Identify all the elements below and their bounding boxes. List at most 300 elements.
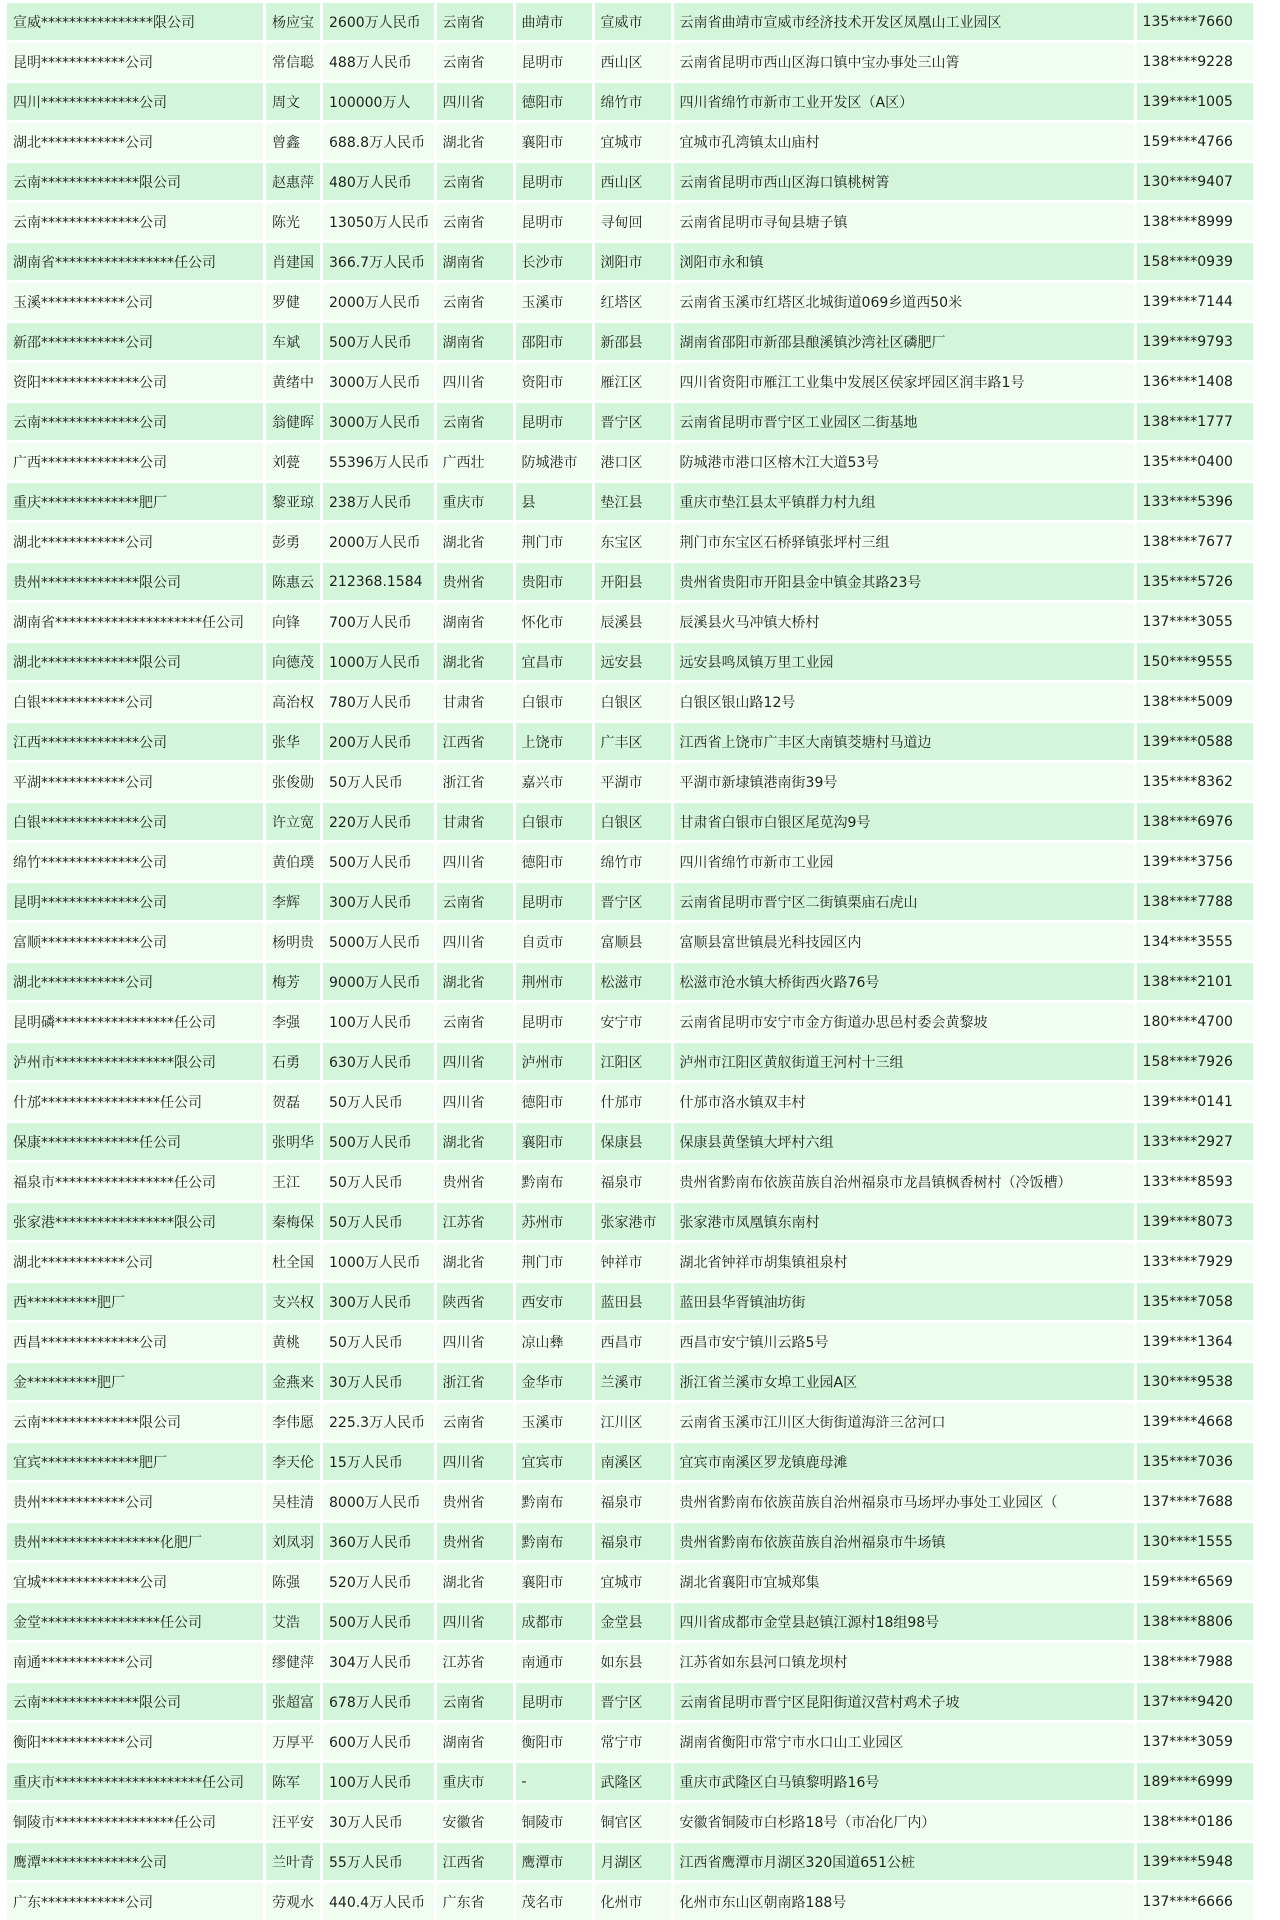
company-name-cell: 广东************公司 bbox=[7, 1883, 263, 1920]
registered-capital-cell: 200万人民币 bbox=[323, 723, 434, 760]
district-cell: 白银区 bbox=[595, 683, 671, 720]
phone-cell: 138****7788 bbox=[1137, 883, 1253, 920]
district-cell: 什邡市 bbox=[595, 1083, 671, 1120]
table-row bbox=[7, 1723, 1253, 1760]
city-cell: 金华市 bbox=[516, 1363, 592, 1400]
legal-rep-cell: 艾浩 bbox=[266, 1603, 320, 1640]
table-row bbox=[7, 643, 1253, 680]
city-cell: - bbox=[516, 1763, 592, 1800]
legal-rep-cell: 周文 bbox=[266, 83, 320, 120]
phone-cell: 138****1777 bbox=[1137, 403, 1253, 440]
company-table-container bbox=[4, 0, 1276, 1920]
address-cell: 四川省绵竹市新市工业园 bbox=[674, 843, 1134, 880]
province-cell: 江苏省 bbox=[437, 1203, 513, 1240]
address-cell: 安徽省铜陵市白杉路18号（市冶化厂内） bbox=[674, 1803, 1134, 1840]
registered-capital-cell: 500万人民币 bbox=[323, 843, 434, 880]
registered-capital-cell: 3000万人民币 bbox=[323, 363, 434, 400]
address-cell: 湖南省衡阳市常宁市水口山工业园区 bbox=[674, 1723, 1134, 1760]
legal-rep-cell: 杜全国 bbox=[266, 1243, 320, 1280]
registered-capital-cell: 366.7万人民币 bbox=[323, 243, 434, 280]
province-cell: 陕西省 bbox=[437, 1283, 513, 1320]
legal-rep-cell: 梅芳 bbox=[266, 963, 320, 1000]
phone-cell: 133****2927 bbox=[1137, 1123, 1253, 1160]
phone-cell: 189****6999 bbox=[1137, 1763, 1253, 1800]
registered-capital-cell: 300万人民币 bbox=[323, 1283, 434, 1320]
province-cell: 贵州省 bbox=[437, 563, 513, 600]
legal-rep-cell: 石勇 bbox=[266, 1043, 320, 1080]
phone-cell: 135****7036 bbox=[1137, 1443, 1253, 1480]
registered-capital-cell: 2000万人民币 bbox=[323, 283, 434, 320]
city-cell: 曲靖市 bbox=[516, 3, 592, 40]
company-name-cell: 衡阳************公司 bbox=[7, 1723, 263, 1760]
company-name-cell: 重庆市*********************任公司 bbox=[7, 1763, 263, 1800]
district-cell: 常宁市 bbox=[595, 1723, 671, 1760]
province-cell: 湖南省 bbox=[437, 243, 513, 280]
registered-capital-cell: 55万人民币 bbox=[323, 1843, 434, 1880]
company-name-cell: 云南**************公司 bbox=[7, 203, 263, 240]
registered-capital-cell: 630万人民币 bbox=[323, 1043, 434, 1080]
phone-cell: 130****1555 bbox=[1137, 1523, 1253, 1560]
table-row bbox=[7, 1243, 1253, 1280]
address-cell: 白银区银山路12号 bbox=[674, 683, 1134, 720]
table-row bbox=[7, 43, 1253, 80]
city-cell: 昆明市 bbox=[516, 43, 592, 80]
legal-rep-cell: 罗健 bbox=[266, 283, 320, 320]
phone-cell: 138****5009 bbox=[1137, 683, 1253, 720]
legal-rep-cell: 黄绪中 bbox=[266, 363, 320, 400]
province-cell: 四川省 bbox=[437, 843, 513, 880]
district-cell: 西山区 bbox=[595, 163, 671, 200]
district-cell: 寻甸回 bbox=[595, 203, 671, 240]
province-cell: 四川省 bbox=[437, 1083, 513, 1120]
province-cell: 浙江省 bbox=[437, 1363, 513, 1400]
city-cell: 嘉兴市 bbox=[516, 763, 592, 800]
address-cell: 重庆市垫江县太平镇群力村九组 bbox=[674, 483, 1134, 520]
address-cell: 宜城市孔湾镇太山庙村 bbox=[674, 123, 1134, 160]
phone-cell: 138****9228 bbox=[1137, 43, 1253, 80]
address-cell: 云南省昆明市晋宁区二街镇栗庙石虎山 bbox=[674, 883, 1134, 920]
district-cell: 化州市 bbox=[595, 1883, 671, 1920]
company-name-cell: 铜陵市*****************任公司 bbox=[7, 1803, 263, 1840]
address-cell: 松滋市沧水镇大桥街西火路76号 bbox=[674, 963, 1134, 1000]
province-cell: 云南省 bbox=[437, 203, 513, 240]
district-cell: 雁江区 bbox=[595, 363, 671, 400]
table-row bbox=[7, 1363, 1253, 1400]
province-cell: 湖北省 bbox=[437, 523, 513, 560]
phone-cell: 139****3756 bbox=[1137, 843, 1253, 880]
city-cell: 襄阳市 bbox=[516, 1563, 592, 1600]
phone-cell: 138****6976 bbox=[1137, 803, 1253, 840]
address-cell: 云南省玉溪市红塔区北城街道069乡道西50米 bbox=[674, 283, 1134, 320]
phone-cell: 134****3555 bbox=[1137, 923, 1253, 960]
phone-cell: 130****9538 bbox=[1137, 1363, 1253, 1400]
table-row bbox=[7, 1443, 1253, 1480]
city-cell: 衡阳市 bbox=[516, 1723, 592, 1760]
company-name-cell: 云南**************限公司 bbox=[7, 1403, 263, 1440]
phone-cell: 137****9420 bbox=[1137, 1683, 1253, 1720]
address-cell: 湖北省钟祥市胡集镇祖泉村 bbox=[674, 1243, 1134, 1280]
company-name-cell: 富顺**************公司 bbox=[7, 923, 263, 960]
company-name-cell: 湖南省*********************任公司 bbox=[7, 603, 263, 640]
company-name-cell: 保康**************任公司 bbox=[7, 1123, 263, 1160]
district-cell: 江阳区 bbox=[595, 1043, 671, 1080]
city-cell: 铜陵市 bbox=[516, 1803, 592, 1840]
city-cell: 玉溪市 bbox=[516, 283, 592, 320]
city-cell: 黔南布 bbox=[516, 1483, 592, 1520]
registered-capital-cell: 600万人民币 bbox=[323, 1723, 434, 1760]
registered-capital-cell: 1000万人民币 bbox=[323, 643, 434, 680]
legal-rep-cell: 吴桂清 bbox=[266, 1483, 320, 1520]
province-cell: 贵州省 bbox=[437, 1163, 513, 1200]
district-cell: 平湖市 bbox=[595, 763, 671, 800]
table-row bbox=[7, 803, 1253, 840]
city-cell: 防城港市 bbox=[516, 443, 592, 480]
province-cell: 云南省 bbox=[437, 163, 513, 200]
address-cell: 四川省成都市金堂县赵镇江源村18组98号 bbox=[674, 1603, 1134, 1640]
registered-capital-cell: 8000万人民币 bbox=[323, 1483, 434, 1520]
city-cell: 宜昌市 bbox=[516, 643, 592, 680]
province-cell: 四川省 bbox=[437, 83, 513, 120]
address-cell: 西昌市安宁镇川云路5号 bbox=[674, 1323, 1134, 1360]
district-cell: 月湖区 bbox=[595, 1843, 671, 1880]
district-cell: 宜城市 bbox=[595, 123, 671, 160]
province-cell: 四川省 bbox=[437, 923, 513, 960]
district-cell: 白银区 bbox=[595, 803, 671, 840]
company-name-cell: 广西**************公司 bbox=[7, 443, 263, 480]
district-cell: 东宝区 bbox=[595, 523, 671, 560]
district-cell: 钟祥市 bbox=[595, 1243, 671, 1280]
district-cell: 福泉市 bbox=[595, 1483, 671, 1520]
legal-rep-cell: 张华 bbox=[266, 723, 320, 760]
district-cell: 松滋市 bbox=[595, 963, 671, 1000]
district-cell: 金堂县 bbox=[595, 1603, 671, 1640]
phone-cell: 135****0400 bbox=[1137, 443, 1253, 480]
district-cell: 福泉市 bbox=[595, 1523, 671, 1560]
district-cell: 晋宁区 bbox=[595, 1683, 671, 1720]
legal-rep-cell: 向德茂 bbox=[266, 643, 320, 680]
registered-capital-cell: 480万人民币 bbox=[323, 163, 434, 200]
city-cell: 德阳市 bbox=[516, 83, 592, 120]
city-cell: 昆明市 bbox=[516, 1003, 592, 1040]
district-cell: 兰溪市 bbox=[595, 1363, 671, 1400]
legal-rep-cell: 陈惠云 bbox=[266, 563, 320, 600]
province-cell: 广东省 bbox=[437, 1883, 513, 1920]
registered-capital-cell: 500万人民币 bbox=[323, 1603, 434, 1640]
city-cell: 邵阳市 bbox=[516, 323, 592, 360]
registered-capital-cell: 700万人民币 bbox=[323, 603, 434, 640]
company-name-cell: 湖北************公司 bbox=[7, 523, 263, 560]
registered-capital-cell: 2000万人民币 bbox=[323, 523, 434, 560]
province-cell: 四川省 bbox=[437, 1603, 513, 1640]
registered-capital-cell: 50万人民币 bbox=[323, 1203, 434, 1240]
city-cell: 白银市 bbox=[516, 803, 592, 840]
registered-capital-cell: 13050万人民币 bbox=[323, 203, 434, 240]
company-name-cell: 宣威****************限公司 bbox=[7, 3, 263, 40]
registered-capital-cell: 780万人民币 bbox=[323, 683, 434, 720]
phone-cell: 138****8806 bbox=[1137, 1603, 1253, 1640]
address-cell: 防城港市港口区榕木江大道53号 bbox=[674, 443, 1134, 480]
city-cell: 泸州市 bbox=[516, 1043, 592, 1080]
legal-rep-cell: 黎亚琼 bbox=[266, 483, 320, 520]
legal-rep-cell: 车斌 bbox=[266, 323, 320, 360]
phone-cell: 139****1364 bbox=[1137, 1323, 1253, 1360]
address-cell: 江西省上饶市广丰区大南镇茭塘村马道边 bbox=[674, 723, 1134, 760]
legal-rep-cell: 李强 bbox=[266, 1003, 320, 1040]
company-name-cell: 南通************公司 bbox=[7, 1643, 263, 1680]
province-cell: 甘肃省 bbox=[437, 803, 513, 840]
legal-rep-cell: 李伟愿 bbox=[266, 1403, 320, 1440]
province-cell: 云南省 bbox=[437, 3, 513, 40]
district-cell: 宣威市 bbox=[595, 3, 671, 40]
phone-cell: 180****4700 bbox=[1137, 1003, 1253, 1040]
company-name-cell: 昆明**************公司 bbox=[7, 883, 263, 920]
legal-rep-cell: 缪健萍 bbox=[266, 1643, 320, 1680]
table-row bbox=[7, 1603, 1253, 1640]
city-cell: 南通市 bbox=[516, 1643, 592, 1680]
district-cell: 浏阳市 bbox=[595, 243, 671, 280]
province-cell: 江苏省 bbox=[437, 1643, 513, 1680]
address-cell: 云南省玉溪市江川区大街街道海浒三岔河口 bbox=[674, 1403, 1134, 1440]
legal-rep-cell: 陈光 bbox=[266, 203, 320, 240]
legal-rep-cell: 常信聪 bbox=[266, 43, 320, 80]
legal-rep-cell: 刘甍 bbox=[266, 443, 320, 480]
phone-cell: 137****3055 bbox=[1137, 603, 1253, 640]
district-cell: 铜官区 bbox=[595, 1803, 671, 1840]
province-cell: 云南省 bbox=[437, 43, 513, 80]
registered-capital-cell: 500万人民币 bbox=[323, 323, 434, 360]
table-row bbox=[7, 1683, 1253, 1720]
province-cell: 四川省 bbox=[437, 1323, 513, 1360]
legal-rep-cell: 向锋 bbox=[266, 603, 320, 640]
phone-cell: 139****0141 bbox=[1137, 1083, 1253, 1120]
table-row bbox=[7, 1203, 1253, 1240]
district-cell: 安宁市 bbox=[595, 1003, 671, 1040]
address-cell: 浙江省兰溪市女埠工业园A区 bbox=[674, 1363, 1134, 1400]
company-name-cell: 平湖************公司 bbox=[7, 763, 263, 800]
table-row bbox=[7, 1763, 1253, 1800]
address-cell: 平湖市新埭镇港南街39号 bbox=[674, 763, 1134, 800]
legal-rep-cell: 张明华 bbox=[266, 1123, 320, 1160]
city-cell: 德阳市 bbox=[516, 843, 592, 880]
city-cell: 昆明市 bbox=[516, 163, 592, 200]
province-cell: 湖北省 bbox=[437, 963, 513, 1000]
legal-rep-cell: 李天伦 bbox=[266, 1443, 320, 1480]
company-name-cell: 张家港*****************限公司 bbox=[7, 1203, 263, 1240]
legal-rep-cell: 彭勇 bbox=[266, 523, 320, 560]
registered-capital-cell: 1000万人民币 bbox=[323, 1243, 434, 1280]
company-name-cell: 贵州************公司 bbox=[7, 1483, 263, 1520]
table-row bbox=[7, 83, 1253, 120]
table-row bbox=[7, 923, 1253, 960]
registered-capital-cell: 30万人民币 bbox=[323, 1363, 434, 1400]
legal-rep-cell: 杨明贵 bbox=[266, 923, 320, 960]
table-row bbox=[7, 563, 1253, 600]
table-row bbox=[7, 1323, 1253, 1360]
district-cell: 绵竹市 bbox=[595, 83, 671, 120]
district-cell: 红塔区 bbox=[595, 283, 671, 320]
address-cell: 云南省昆明市寻甸县塘子镇 bbox=[674, 203, 1134, 240]
legal-rep-cell: 万厚平 bbox=[266, 1723, 320, 1760]
table-row bbox=[7, 283, 1253, 320]
table-row bbox=[7, 683, 1253, 720]
address-cell: 湖北省襄阳市宜城郑集 bbox=[674, 1563, 1134, 1600]
address-cell: 贵州省黔南布依族苗族自治州福泉市龙昌镇枫香树村（冷饭槽） bbox=[674, 1163, 1134, 1200]
district-cell: 保康县 bbox=[595, 1123, 671, 1160]
city-cell: 襄阳市 bbox=[516, 123, 592, 160]
city-cell: 昆明市 bbox=[516, 1683, 592, 1720]
company-name-cell: 云南**************限公司 bbox=[7, 1683, 263, 1720]
phone-cell: 135****5726 bbox=[1137, 563, 1253, 600]
company-name-cell: 白银************公司 bbox=[7, 683, 263, 720]
address-cell: 化州市东山区朝南路188号 bbox=[674, 1883, 1134, 1920]
city-cell: 宜宾市 bbox=[516, 1443, 592, 1480]
phone-cell: 130****9407 bbox=[1137, 163, 1253, 200]
legal-rep-cell: 汪平安 bbox=[266, 1803, 320, 1840]
city-cell: 成都市 bbox=[516, 1603, 592, 1640]
district-cell: 远安县 bbox=[595, 643, 671, 680]
company-name-cell: 昆明磷*****************任公司 bbox=[7, 1003, 263, 1040]
registered-capital-cell: 304万人民币 bbox=[323, 1643, 434, 1680]
company-name-cell: 金**********肥厂 bbox=[7, 1363, 263, 1400]
district-cell: 南溪区 bbox=[595, 1443, 671, 1480]
district-cell: 西昌市 bbox=[595, 1323, 671, 1360]
registered-capital-cell: 100万人民币 bbox=[323, 1763, 434, 1800]
registered-capital-cell: 15万人民币 bbox=[323, 1443, 434, 1480]
table-row bbox=[7, 203, 1253, 240]
district-cell: 港口区 bbox=[595, 443, 671, 480]
address-cell: 保康县黄堡镇大坪村六组 bbox=[674, 1123, 1134, 1160]
phone-cell: 139****5948 bbox=[1137, 1843, 1253, 1880]
province-cell: 湖南省 bbox=[437, 603, 513, 640]
address-cell: 贵州省黔南布依族苗族自治州福泉市牛场镇 bbox=[674, 1523, 1134, 1560]
table-row bbox=[7, 243, 1253, 280]
address-cell: 云南省昆明市安宁市金方街道办思邑村委会黄黎坡 bbox=[674, 1003, 1134, 1040]
table-row bbox=[7, 763, 1253, 800]
registered-capital-cell: 500万人民币 bbox=[323, 1123, 434, 1160]
province-cell: 甘肃省 bbox=[437, 683, 513, 720]
address-cell: 湖南省邵阳市新邵县酿溪镇沙湾社区磷肥厂 bbox=[674, 323, 1134, 360]
legal-rep-cell: 黄伯璞 bbox=[266, 843, 320, 880]
city-cell: 西安市 bbox=[516, 1283, 592, 1320]
district-cell: 张家港市 bbox=[595, 1203, 671, 1240]
province-cell: 湖北省 bbox=[437, 123, 513, 160]
legal-rep-cell: 陈强 bbox=[266, 1563, 320, 1600]
district-cell: 广丰区 bbox=[595, 723, 671, 760]
registered-capital-cell: 678万人民币 bbox=[323, 1683, 434, 1720]
province-cell: 广西壮 bbox=[437, 443, 513, 480]
city-cell: 县 bbox=[516, 483, 592, 520]
table-row bbox=[7, 1483, 1253, 1520]
company-name-cell: 金堂*****************任公司 bbox=[7, 1603, 263, 1640]
address-cell: 江西省鹰潭市月湖区320国道651公桩 bbox=[674, 1843, 1134, 1880]
city-cell: 玉溪市 bbox=[516, 1403, 592, 1440]
table-row bbox=[7, 1403, 1253, 1440]
city-cell: 资阳市 bbox=[516, 363, 592, 400]
company-name-cell: 泸州市*****************限公司 bbox=[7, 1043, 263, 1080]
registered-capital-cell: 100万人民币 bbox=[323, 1003, 434, 1040]
legal-rep-cell: 王江 bbox=[266, 1163, 320, 1200]
legal-rep-cell: 杨应宝 bbox=[266, 3, 320, 40]
district-cell: 蓝田县 bbox=[595, 1283, 671, 1320]
province-cell: 安徽省 bbox=[437, 1803, 513, 1840]
city-cell: 襄阳市 bbox=[516, 1123, 592, 1160]
province-cell: 湖南省 bbox=[437, 323, 513, 360]
table-row bbox=[7, 123, 1253, 160]
district-cell: 新邵县 bbox=[595, 323, 671, 360]
province-cell: 重庆市 bbox=[437, 1763, 513, 1800]
company-name-cell: 昆明************公司 bbox=[7, 43, 263, 80]
city-cell: 德阳市 bbox=[516, 1083, 592, 1120]
table-row bbox=[7, 843, 1253, 880]
phone-cell: 135****7660 bbox=[1137, 3, 1253, 40]
phone-cell: 133****7929 bbox=[1137, 1243, 1253, 1280]
registered-capital-cell: 50万人民币 bbox=[323, 1163, 434, 1200]
district-cell: 宜城市 bbox=[595, 1563, 671, 1600]
address-cell: 什邡市洛水镇双丰村 bbox=[674, 1083, 1134, 1120]
phone-cell: 138****8999 bbox=[1137, 203, 1253, 240]
city-cell: 凉山彝 bbox=[516, 1323, 592, 1360]
company-name-cell: 西**********肥厂 bbox=[7, 1283, 263, 1320]
city-cell: 昆明市 bbox=[516, 203, 592, 240]
phone-cell: 135****8362 bbox=[1137, 763, 1253, 800]
company-name-cell: 四川**************公司 bbox=[7, 83, 263, 120]
phone-cell: 139****4668 bbox=[1137, 1403, 1253, 1440]
legal-rep-cell: 金燕来 bbox=[266, 1363, 320, 1400]
table-row bbox=[7, 523, 1253, 560]
address-cell: 四川省资阳市雁江工业集中发展区侯家坪园区润丰路1号 bbox=[674, 363, 1134, 400]
city-cell: 黔南布 bbox=[516, 1163, 592, 1200]
company-name-cell: 宜城**************公司 bbox=[7, 1563, 263, 1600]
district-cell: 辰溪县 bbox=[595, 603, 671, 640]
registered-capital-cell: 238万人民币 bbox=[323, 483, 434, 520]
company-name-cell: 湖北************公司 bbox=[7, 123, 263, 160]
province-cell: 四川省 bbox=[437, 1043, 513, 1080]
table-row bbox=[7, 1163, 1253, 1200]
table-row bbox=[7, 963, 1253, 1000]
phone-cell: 138****2101 bbox=[1137, 963, 1253, 1000]
company-name-cell: 湖北************公司 bbox=[7, 963, 263, 1000]
district-cell: 福泉市 bbox=[595, 1163, 671, 1200]
registered-capital-cell: 2600万人民币 bbox=[323, 3, 434, 40]
phone-cell: 158****7926 bbox=[1137, 1043, 1253, 1080]
province-cell: 贵州省 bbox=[437, 1523, 513, 1560]
province-cell: 云南省 bbox=[437, 403, 513, 440]
company-name-cell: 什邡*****************任公司 bbox=[7, 1083, 263, 1120]
registered-capital-cell: 225.3万人民币 bbox=[323, 1403, 434, 1440]
company-name-cell: 湖北************公司 bbox=[7, 1243, 263, 1280]
city-cell: 昆明市 bbox=[516, 403, 592, 440]
table-row bbox=[7, 1003, 1253, 1040]
registered-capital-cell: 688.8万人民币 bbox=[323, 123, 434, 160]
company-name-cell: 资阳**************公司 bbox=[7, 363, 263, 400]
province-cell: 四川省 bbox=[437, 1443, 513, 1480]
district-cell: 绵竹市 bbox=[595, 843, 671, 880]
phone-cell: 159****4766 bbox=[1137, 123, 1253, 160]
address-cell: 四川省绵竹市新市工业开发区（A区） bbox=[674, 83, 1134, 120]
legal-rep-cell: 兰叶青 bbox=[266, 1843, 320, 1880]
city-cell: 黔南布 bbox=[516, 1523, 592, 1560]
company-name-cell: 贵州*****************化肥厂 bbox=[7, 1523, 263, 1560]
registered-capital-cell: 50万人民币 bbox=[323, 763, 434, 800]
registered-capital-cell: 220万人民币 bbox=[323, 803, 434, 840]
table-body bbox=[7, 3, 1253, 1920]
province-cell: 江西省 bbox=[437, 723, 513, 760]
company-name-cell: 玉溪************公司 bbox=[7, 283, 263, 320]
district-cell: 富顺县 bbox=[595, 923, 671, 960]
address-cell: 云南省昆明市晋宁区昆阳街道汉营村鸡术子坡 bbox=[674, 1683, 1134, 1720]
province-cell: 四川省 bbox=[437, 363, 513, 400]
province-cell: 云南省 bbox=[437, 283, 513, 320]
